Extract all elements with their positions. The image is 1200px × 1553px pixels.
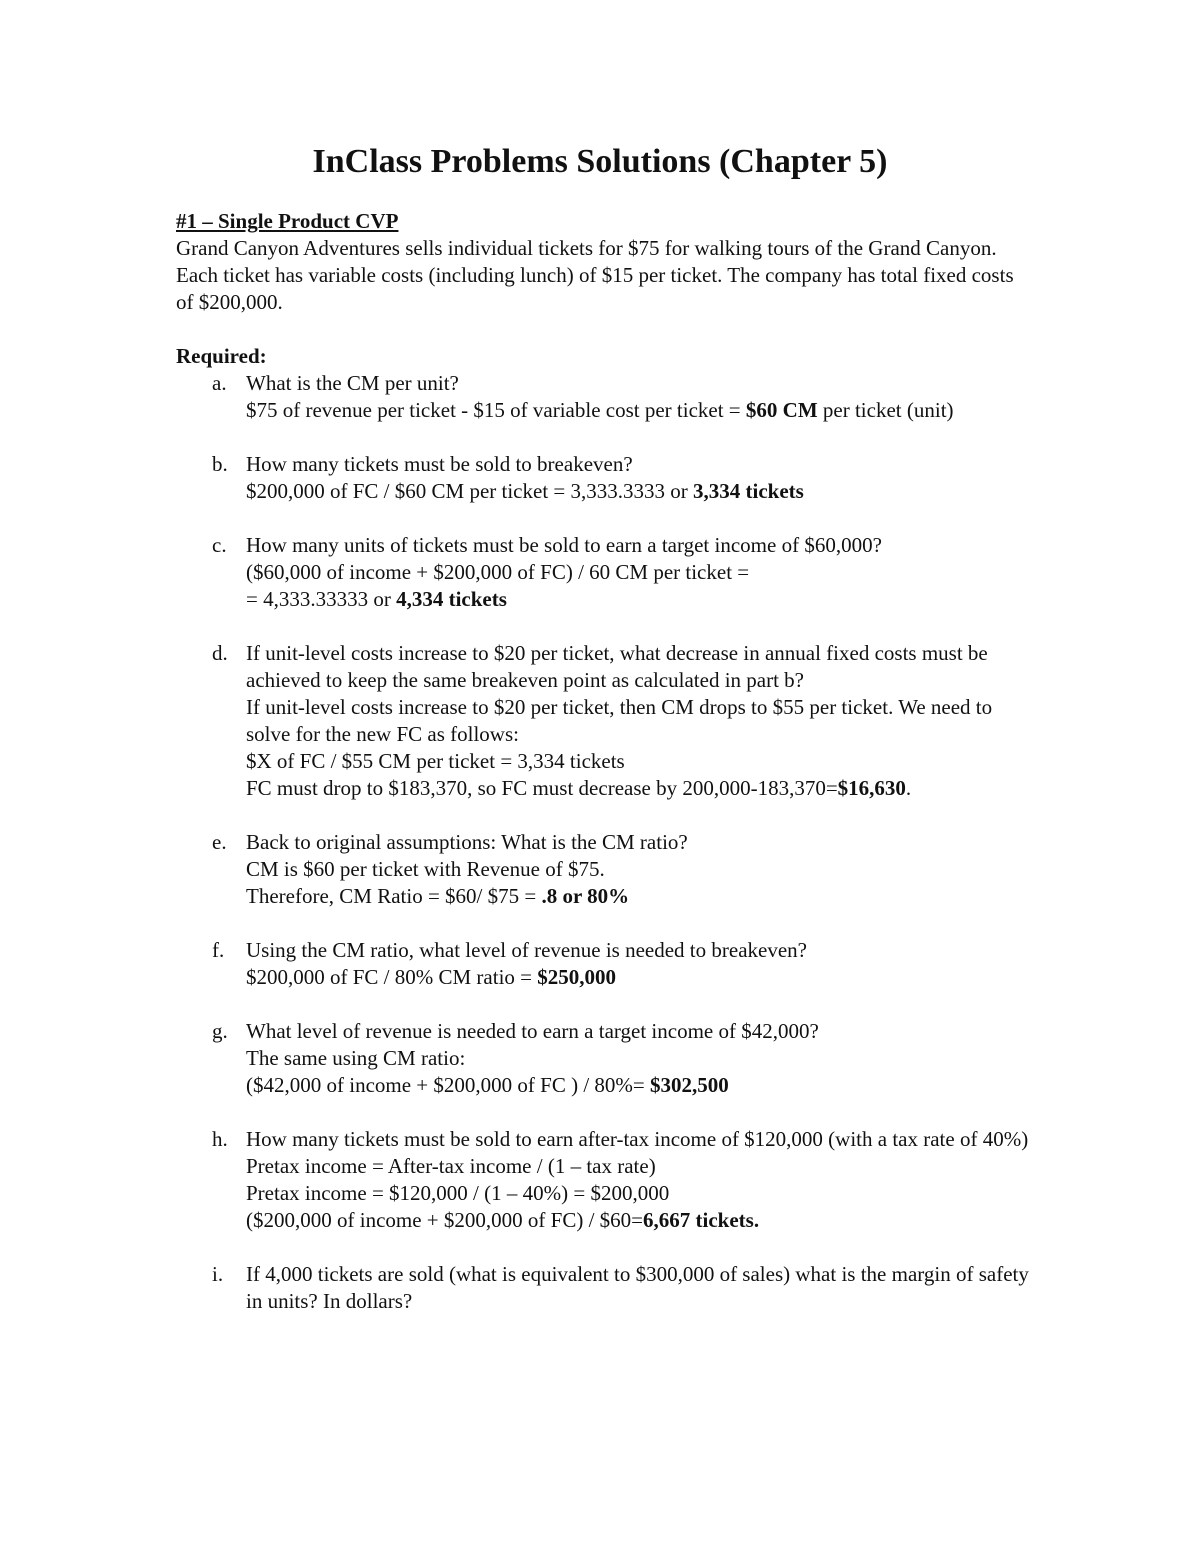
answer-text: $200,000 of FC / $60 CM per ticket = 3,333.3333 or xyxy=(246,479,693,503)
question-item xyxy=(176,370,1036,424)
answer-result: .8 or 80% xyxy=(541,884,630,908)
answer-line xyxy=(246,478,1036,505)
answer-text: CM is $60 per ticket with Revenue of $75. xyxy=(246,857,605,881)
answer-suffix: per ticket (unit) xyxy=(817,398,954,422)
answer-text: $X of FC / $55 CM per ticket = 3,334 tickets xyxy=(246,749,625,773)
answer-line xyxy=(246,559,1036,586)
question-item xyxy=(176,1261,1036,1315)
answer-line xyxy=(246,1045,1036,1072)
question-letter: f. xyxy=(212,938,225,962)
answer-text: Pretax income = After-tax income / (1 – tax rate) xyxy=(246,1154,656,1178)
answer-line xyxy=(246,1072,1036,1099)
answer-text: ($200,000 of income + $200,000 of FC) / $60= xyxy=(246,1208,643,1232)
answer-text: $200,000 of FC / 80% CM ratio = xyxy=(246,965,538,989)
document-body xyxy=(176,208,1036,1342)
answer-text: If unit-level costs increase to $20 per ticket, then CM drops to $55 per ticket. We need to solve for the new FC as follows: xyxy=(246,695,993,746)
required-label: Required: xyxy=(176,344,267,368)
answer-text: $75 of revenue per ticket - $15 of variable cost per ticket = xyxy=(246,398,746,422)
answer-text: The same using CM ratio: xyxy=(246,1046,466,1070)
question-text: Using the CM ratio, what level of revenue is needed to breakeven? xyxy=(246,938,807,962)
question-text: If unit-level costs increase to $20 per ticket, what decrease in annual fixed costs must be achieved to keep the same breakeven point as calculated in part b? xyxy=(246,641,988,692)
problem-intro: Grand Canyon Adventures sells individual tickets for $75 for walking tours of the Grand Canyon. Each ticket has variable costs (including lunch) of $15 per ticket. The company has total fixed costs of $200,000. xyxy=(176,236,1014,314)
page-title: InClass Problems Solutions (Chapter 5) xyxy=(312,143,888,180)
answer-line xyxy=(246,694,1036,748)
question-item xyxy=(176,640,1036,802)
question-item xyxy=(176,532,1036,613)
answer-line xyxy=(246,775,1036,802)
question-text: How many tickets must be sold to earn after-tax income of $120,000 (with a tax rate of 40%) xyxy=(246,1127,1029,1151)
answer-line xyxy=(246,586,1036,613)
answer-line xyxy=(246,1207,1036,1234)
question-letter: b. xyxy=(212,452,228,476)
answer-result: $60 CM xyxy=(745,398,818,422)
answer-text: FC must drop to $183,370, so FC must decrease by 200,000-183,370= xyxy=(246,776,838,800)
answer-line xyxy=(246,397,1036,424)
answer-suffix: . xyxy=(905,776,912,800)
answer-text: = 4,333.33333 or xyxy=(246,587,397,611)
answer-text: Pretax income = $120,000 / (1 – 40%) = $200,000 xyxy=(246,1181,670,1205)
question-letter: e. xyxy=(212,830,227,854)
question-item xyxy=(176,937,1036,991)
answer-result: 6,667 tickets. xyxy=(643,1208,760,1232)
answer-line xyxy=(246,1180,1036,1207)
section-heading: #1 – Single Product CVP xyxy=(176,209,399,233)
question-text: How many units of tickets must be sold to earn a target income of $60,000? xyxy=(246,533,882,557)
answer-text: ($60,000 of income + $200,000 of FC) / 60 CM per ticket = xyxy=(246,560,750,584)
answer-text: ($42,000 of income + $200,000 of FC ) / 80%= xyxy=(246,1073,650,1097)
answer-result: $302,500 xyxy=(649,1073,729,1097)
question-letter: c. xyxy=(212,533,227,557)
question-letter: g. xyxy=(212,1019,228,1043)
answer-text: Therefore, CM Ratio = $60/ $75 = xyxy=(246,884,542,908)
question-letter: i. xyxy=(212,1262,224,1286)
answer-line xyxy=(246,964,1036,991)
question-item xyxy=(176,451,1036,505)
question-text: Back to original assumptions: What is the CM ratio? xyxy=(246,830,688,854)
question-text: If 4,000 tickets are sold (what is equivalent to $300,000 of sales) what is the margin of safety in units? In dollars? xyxy=(246,1262,1029,1313)
question-text: What is the CM per unit? xyxy=(246,371,459,395)
question-item xyxy=(176,1018,1036,1099)
answer-line xyxy=(246,883,1036,910)
question-text: How many tickets must be sold to breakeven? xyxy=(246,452,633,476)
answer-result: $250,000 xyxy=(537,965,617,989)
question-letter: a. xyxy=(212,371,227,395)
answer-line xyxy=(246,748,1036,775)
answer-line xyxy=(246,856,1036,883)
question-item xyxy=(176,1126,1036,1234)
question-text: What level of revenue is needed to earn a target income of $42,000? xyxy=(246,1019,819,1043)
question-letter: h. xyxy=(212,1127,228,1151)
answer-result: $16,630 xyxy=(837,776,906,800)
answer-result: 4,334 tickets xyxy=(396,587,507,611)
answer-line xyxy=(246,1153,1036,1180)
question-item xyxy=(176,829,1036,910)
answer-result: 3,334 tickets xyxy=(693,479,804,503)
question-letter: d. xyxy=(212,641,228,665)
question-list xyxy=(176,370,1036,1315)
